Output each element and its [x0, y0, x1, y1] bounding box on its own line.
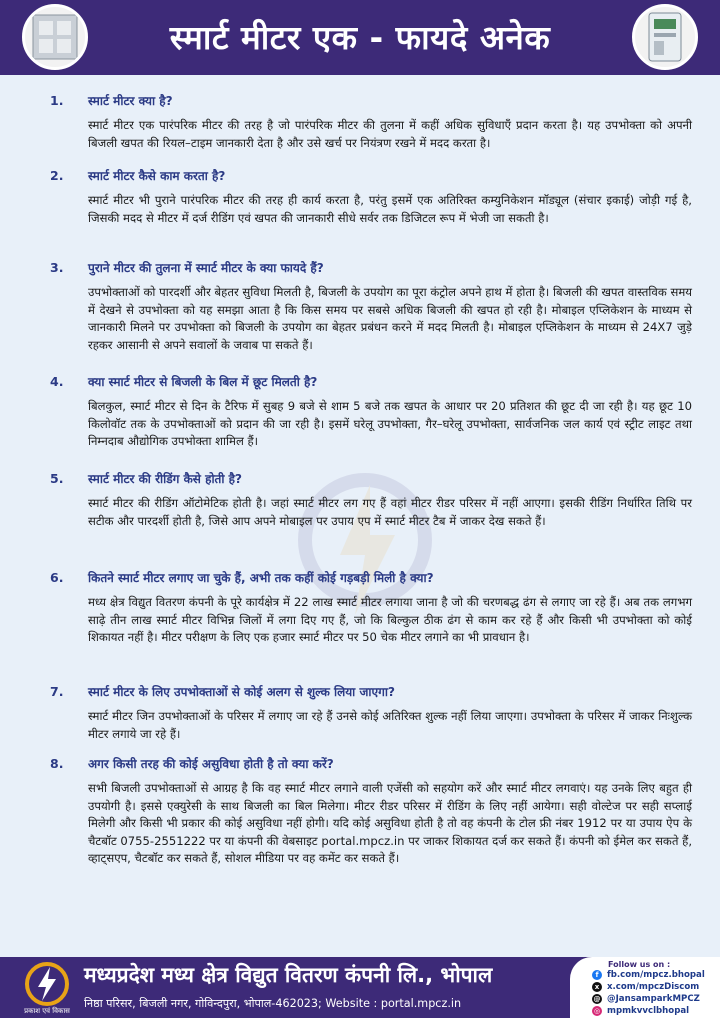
question-text: स्मार्ट मीटर के लिए उपभोक्ताओं से कोई अलग से शुल्क लिया जाएगा? — [88, 685, 395, 699]
smart-meter-image — [632, 4, 698, 70]
answer-text: बिलकुल, स्मार्ट मीटर से दिन के टैरिफ में सुबह 9 बजे से शाम 5 बजे तक खपत के आधार पर 20 प्रतिशत की छूट दी जा रही है। यह छूट 10 किलोवॉट तक के उपभोक्ताओं को प्रदान की जा रही है। इसमें घरेलू उपभोक्ता, गैर–घरेलू उपभोक्ता, सार्वजनिक जल कार्य एवं स्ट्रीट लाइट तथा निम्नदाब औद्योगिक उपभोक्ता शामिल हैं। — [88, 399, 692, 448]
social-link-text: mpmkvvclbhopal — [607, 1005, 690, 1016]
question-text: स्मार्ट मीटर क्या है? — [88, 94, 173, 108]
question-text: कितने स्मार्ट मीटर लगाए जा चुके हैं, अभी तक कहीं कोई गड़बड़ी मिली है क्या? — [88, 571, 434, 585]
company-name: मध्यप्रदेश मध्य क्षेत्र विद्युत वितरण कंपनी लि., भोपाल — [84, 963, 493, 987]
social-link-instagram[interactable] — [592, 1005, 689, 1016]
follow-label: Follow us on : — [608, 960, 671, 969]
facebook-icon: f — [592, 970, 602, 980]
question-text: स्मार्ट मीटर कैसे काम करता है? — [88, 169, 226, 183]
faq-item-4 — [50, 374, 692, 451]
faq-item-5 — [50, 471, 692, 530]
answer-text: सभी बिजली उपभोक्ताओं से आग्रह है कि वह स्मार्ट मीटर लगाने वाली एजेंसी को सहयोग करें और स्मार्ट मीटर लगवाएं। यह उनके लिए बहुत ही उपयोगी है। इससे एक्युरेसी के साथ बिजली का बिल मिलेगा। मीटर रीडर परिसर में रीडिंग के लिए नहीं आयेगा। सही वोल्टेज पर सही सप्लाई मिलेगी और किसी भी प्रकार की कोई असुविधा नहीं होगी। यदि कोई असुविधा होती है तो वह कंपनी के टोल फ्री नंबर 1912 पर या उपाय ऐप के चैटबॉट 0755-2551222 पर या कंपनी की वेबसाइट portal.mpcz.in पर जाकर शिकायत दर्ज कर सकते हैं। कंपनी को ईमेल कर सकते हैं, व्हाट्सएप, चैटबॉट कर सकते हैं, सोशल मीडिया पर वह कमेंट कर सकते हैं। — [88, 781, 692, 865]
question-text: स्मार्ट मीटर की रीडिंग कैसे होती है? — [88, 472, 243, 486]
question-text: पुराने मीटर की तुलना में स्मार्ट मीटर के क्या फायदे हैं? — [88, 261, 324, 275]
faq-item-6 — [50, 570, 692, 647]
question-number: 7. — [50, 684, 64, 699]
faq-item-1 — [50, 93, 692, 152]
question-number: 2. — [50, 168, 64, 183]
footer-bar — [0, 957, 720, 1018]
social-link-facebook[interactable] — [592, 969, 705, 980]
question-text: अगर किसी तरह की कोई असुविधा होती है तो क्या करें? — [88, 757, 334, 771]
answer-text: स्मार्ट मीटर भी पुराने पारंपरिक मीटर की तरह ही कार्य करता है, परंतु इसमें एक अतिरिक्त कम्युनिकेशन मॉड्यूल (संचार इकाई) जोड़ी गई है, जिसकी मदद से मीटर में दर्ज रीडिंग एवं खपत की जानकारी सीधे सर्वर तक डिजिटल रूप में भेजी जा सकती है। — [88, 193, 692, 225]
answer-text: मध्य क्षेत्र विद्युत वितरण कंपनी के पूरे कार्यक्षेत्र में 22 लाख स्मार्ट मीटर लगाया जाना है जो की चरणबद्ध ढंग से लगाए जा रहे हैं। अब तक लगभग साढ़े तीन लाख स्मार्ट मीटर विभिन्न जिलों में लगा दिए गए हैं, जो कि बिल्कुल ठीक ढंग से काम कर रहे हैं और किसी भी उपभोक्ता को कोई शिकायत नहीं है। मीटर परीक्षण के लिए एक हजार स्मार्ट मीटर पर 50 चेक मीटर लगाने का भी प्रावधान है। — [88, 595, 692, 644]
question-number: 3. — [50, 260, 64, 275]
instagram-icon: ◎ — [593, 1006, 601, 1015]
page-title: स्मार्ट मीटर एक - फायदे अनेक — [169, 18, 551, 57]
faq-item-2 — [50, 168, 692, 227]
answer-text: स्मार्ट मीटर जिन उपभोक्ताओं के परिसर में लगाए जा रहे हैं उनसे कोई अतिरिक्त शुल्क नहीं लिया जाएगा। उपभोक्ता के परिसर में जाकर निःशुल्क मीटर लगाये जा रहे हैं। — [88, 709, 692, 741]
faq-item-7 — [50, 684, 692, 743]
social-link-text: x.com/mpczDiscom — [607, 981, 700, 992]
question-number: 5. — [50, 471, 64, 486]
social-link-threads[interactable] — [592, 993, 700, 1004]
answer-text: उपभोक्ताओं को पारदर्शी और बेहतर सुविधा मिलती है, बिजली के उपयोग का पूरा कंट्रोल अपने हाथ में होता है। बिजली की खपत वास्तविक समय में देखने से उपभोक्ता को यह समझा आता है कि किस समय पर सबसे अधिक बिजली की खपत हो रही है। मोबाइल एप्लिकेशन के माध्यम से जानकारी मिलने पर उपभोक्ता को बिजली के उपयोग का बेहतर प्रबंधन करने में मदद मिलती है। मोबाइल एप्लिकेशन के माध्यम से 24X7 जुड़े रहकर आसानी से अपने सवालों के जवाब पा सकते हैं। — [88, 285, 692, 352]
question-text: क्या स्मार्ट मीटर से बिजली के बिल में छूट मिलती है? — [88, 375, 318, 389]
answer-text: स्मार्ट मीटर एक पारंपरिक मीटर की तरह है जो पारंपरिक मीटर की तुलना में कहीं अधिक सुविधाएँ प्रदान करता है। यह उपभोक्ता को अपनी बिजली खपत की रियल–टाइम जानकारी देता है और उसे खर्च पर नियंत्रण रखने में मदद करता है। — [88, 118, 692, 150]
threads-icon: @ — [593, 994, 601, 1003]
header-banner — [0, 0, 720, 75]
x-icon: x — [592, 982, 602, 992]
question-number: 8. — [50, 756, 64, 771]
question-number: 4. — [50, 374, 64, 389]
social-link-text: @JansamparkMPCZ — [607, 993, 700, 1004]
answer-text: स्मार्ट मीटर की रीडिंग ऑटोमेटिक होती है। जहां स्मार्ट मीटर लग गए हैं वहां मीटर रीडर परिसर में नहीं आएगा। इसकी रीडिंग निर्धारित तिथि पर सटीक और पारदर्शी होती है, जिसे आप अपने मोबाइल पर उपाय एप में स्मार्ट मीटर टैब में जाकर देख सकते हैं। — [88, 496, 692, 528]
logo-tagline: प्रकाश एवं विकास — [24, 1007, 70, 1015]
question-number: 1. — [50, 93, 64, 108]
faq-item-8 — [50, 756, 692, 868]
company-logo-icon — [24, 961, 70, 1007]
social-link-text: fb.com/mpcz.bhopal — [607, 969, 705, 980]
question-number: 6. — [50, 570, 64, 585]
social-link-x[interactable] — [592, 981, 699, 992]
meter-panel-image — [22, 4, 88, 70]
company-address: निष्ठा परिसर, बिजली नगर, गोविन्दपुरा, भोपाल-462023; Website : portal.mpcz.in — [84, 997, 462, 1010]
social-panel — [570, 957, 720, 1018]
faq-item-3 — [50, 260, 692, 354]
